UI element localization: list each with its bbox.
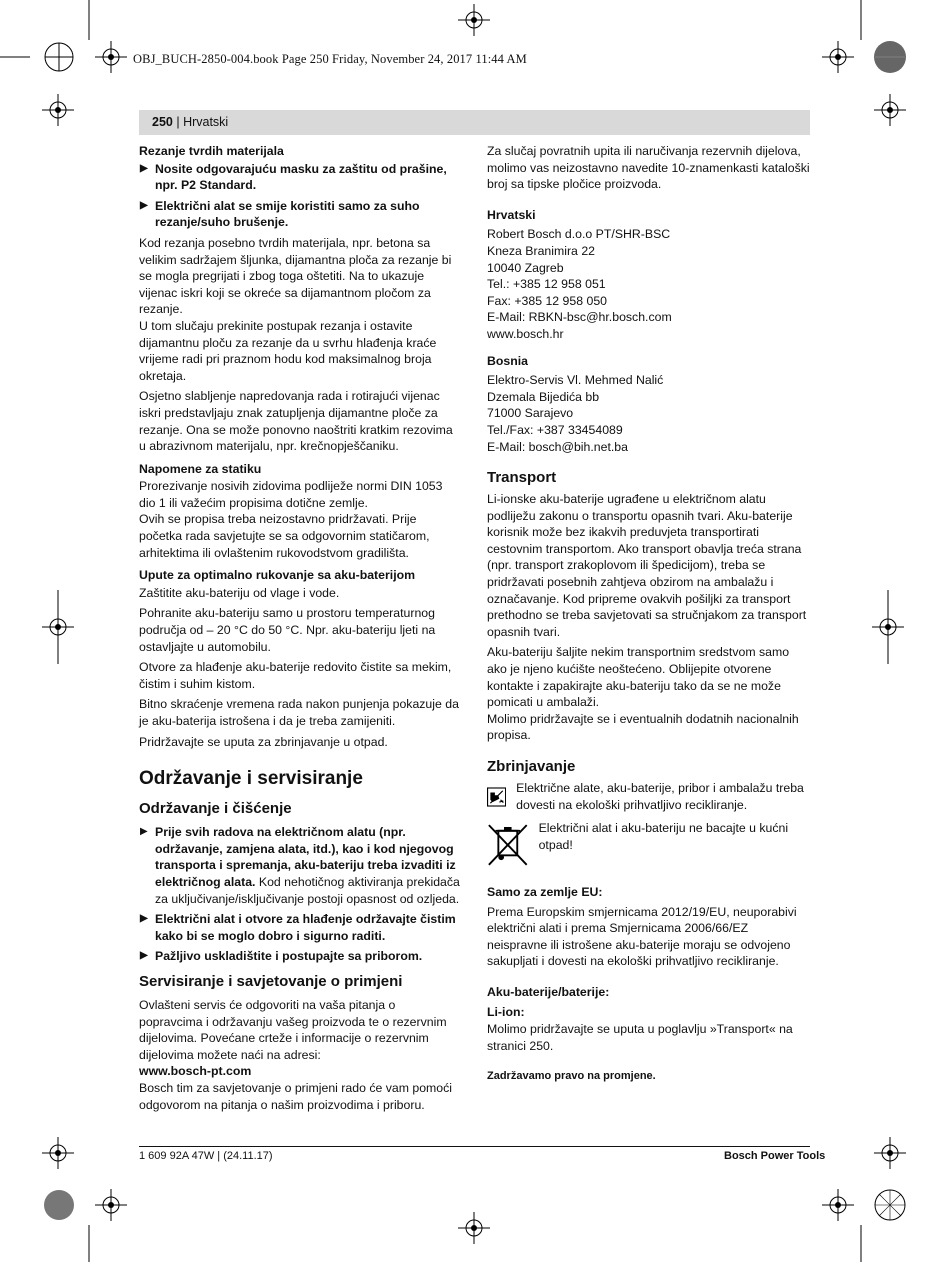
paragraph: Zaštitite aku-bateriju od vlage i vode.: [139, 585, 340, 600]
paragraph: Ovlašteni servis će odgovoriti na vaša pitanja o popravcima i održavanju vašeg proizvoda te o rezervnim dijelovima. Povećane crteže i informacije o rezervnim dijelovima možete naći na adresi:: [139, 997, 447, 1062]
paragraph: Pohranite aku-bateriju samo u prostoru temperaturnog područja od – 20 °C do 50 °C. Npr. aku-bateriju ljeti na ostavljajte u automobilu.: [139, 606, 436, 654]
section-title-transport: Transport: [487, 469, 557, 487]
reserve-note: Zadržavamo pravo na promjene.: [487, 1070, 656, 1083]
bullet-keep-clean: ▶ Električni alat i otvore za hlađenje održavajte čistim kako bi se moglo dobro i sigurno raditi.: [140, 912, 456, 943]
address-line: Tel.: +385 12 958 051: [487, 277, 606, 292]
address-line[interactable]: E-Mail: RBKN-bsc@hr.bosch.com: [487, 310, 672, 325]
recycle-tools-icon: [487, 780, 506, 814]
bullet-arrow-icon: ▶: [140, 826, 148, 838]
right-column: [487, 143, 810, 1085]
address-line: 71000 Sarajevo: [487, 406, 574, 421]
paragraph: Molimo pridržavajte se i eventualnih dodatnih nacionalnih propisa.: [487, 711, 799, 743]
header-language: Hrvatski: [183, 115, 229, 129]
address-line: Elektro-Servis Vl. Mehmed Nalić: [487, 373, 664, 388]
header-separator: |: [172, 115, 184, 129]
section-title-cutting: Rezanje tvrdih materijala: [139, 144, 284, 158]
paragraph: Li-ionske aku-baterije ugrađene u električnom alatu podliježu zakonu o transportu opasnih tvari. Aku-baterije korisnik može bez ikakvih preduvjeta transportirati cestovnim transportom. Ako transport obavlja treća strana (npr. transport zrakoplovom ili špedicijom), treba se pridržavati posebnih zahtjeva obzirom na ambalažu i označavanje. Kod pripreme ovakvih pošiljki za transport prethodno se treba savjetovati sa stručnjakom za transport opasnih tvari.: [487, 492, 807, 639]
address-line[interactable]: www.bosch.hr: [487, 326, 564, 341]
bullet-remove-battery: ▶ Prije svih radova na električnom alatu (npr. održavanje, zamjena alata, itd.), kao i kod njegovog transporta i spremanja, aku-bateriju treba izvaditi iz električnog alata. Kod nehotičnog aktiviranja prekidača za uključivanje/isključivanje postoji opasnost od ozljeda.: [140, 825, 460, 906]
footer-rule: [139, 1146, 810, 1147]
paragraph: Otvore za hlađenje aku-baterije redovito čistite sa mekim, čistim i suhim kistom.: [139, 660, 452, 691]
page-header: [152, 115, 228, 129]
service-url-link[interactable]: www.bosch-pt.com: [139, 1064, 252, 1079]
subsection-title-maintenance: Održavanje i čišćenje: [139, 800, 292, 818]
paragraph: Prema Europskim smjernicama 2012/19/EU, neuporabivi električni alati i prema Smjernicama 2006/66/EZ neispravne ili istrošene aku-baterije moraju se odvojeno sakupljati i dovesti na ekološki prihvatljivo recikliranje.: [487, 904, 797, 969]
subsection-title-service: Servisiranje i savjetovanje o primjeni: [139, 972, 403, 990]
paragraph: Ovih se propisa treba neizostavno pridržavati. Prije početka rada savjetujte se sa odgovornim statičarom, arhitektima ili ovlaštenim rukovodstvom gradilišta.: [139, 512, 430, 560]
battery-title: Aku-baterije/baterije:: [487, 984, 610, 999]
footer-brand: Bosch Power Tools: [724, 1150, 826, 1162]
address-line: Tel./Fax: +387 33454089: [487, 422, 623, 437]
bullet-store-accessories: ▶ Pažljivo uskladištite i postupajte sa priborom.: [140, 949, 423, 964]
chapter-title: Održavanje i servisiranje: [139, 768, 363, 790]
disposal-bin-row: [487, 820, 810, 868]
disposal-recycle-row: [487, 780, 810, 814]
page-number: 250: [152, 115, 173, 129]
bullet-arrow-icon: ▶: [140, 162, 148, 174]
address-bosnia: [487, 372, 810, 455]
address-line: Fax: +385 12 958 050: [487, 293, 607, 308]
li-ion-title: Li-ion:: [487, 1004, 525, 1019]
paragraph: Kod rezanja posebno tvrdih materijala, npr. betona sa velikim sadržajem šljunka, dijamantna ploča za rezanje bi se mogla pregrijati i zbog toga oštetiti. Na to ukazuje vijenac iskri koji se okreće sa dijamantnom pločom za rezanje.: [139, 235, 452, 317]
eu-title: Samo za zemlje EU:: [487, 885, 603, 899]
disposal-text-2: Električni alat i aku-bateriju ne bacajte u kućni otpad!: [538, 821, 789, 852]
address-title-bosnia: Bosnia: [487, 353, 528, 368]
bullet-dry-cutting: ▶ Električni alat se smije koristiti samo za suho rezanje/suho brušenje.: [140, 198, 420, 230]
paragraph: Bosch tim za savjetovanje o primjeni rado će vam pomoći odgovorom na pitanja o našim proizvodima i priboru.: [139, 1080, 453, 1112]
paragraph: Za slučaj povratnih upita ili naručivanja rezervnih dijelova, molimo vas neizostavno navedite 10-znamenkasti kataloški broj sa tipske pločice proizvoda.: [487, 144, 810, 192]
address-croatia: [487, 226, 810, 342]
paragraph: U tom slučaju prekinite postupak rezanja i ostavite dijamantnu ploču za rezanje da u svrhu hlađenja kraće vrijeme radi pri praznom hodu kod maksimalnog broja okretaja.: [139, 318, 437, 383]
bullet-arrow-icon: ▶: [140, 913, 148, 925]
paragraph: Bitno skraćenje vremena rada nakon punjenja pokazuje da je aku-baterija istrošena i da je treba zamijeniti.: [139, 697, 459, 728]
address-title-croatia: Hrvatski: [487, 207, 536, 222]
bullet-arrow-icon: ▶: [140, 950, 148, 962]
page-header-band: [139, 110, 810, 135]
address-line[interactable]: E-Mail: bosch@bih.net.ba: [487, 439, 628, 454]
paragraph: Aku-bateriju šaljite nekim transportnim sredstvom samo ako je njeno kućište neoštećeno. Oblijepite otvorene kontakte i zapakirajte aku-bateriju tako da se ne može pomicati u ambalaži.: [487, 645, 790, 710]
address-line: Dzemala Bijedića bb: [487, 389, 600, 404]
crossed-bin-icon: [487, 820, 529, 868]
bullet-arrow-icon: ▶: [140, 199, 148, 211]
paragraph: Prorezivanje nosivih zidovima podliježe normi DIN 1053 dio 1 ili važećim propisima dotične zemlje.: [139, 479, 443, 510]
address-line: 10040 Zagreb: [487, 260, 564, 275]
section-title-battery: Upute za optimalno rukovanje sa aku-baterijom: [139, 568, 416, 583]
paragraph: Osjetno slabljenje napredovanja rada i rotirajući vijenac iskri predstavljaju znak zatupljenja dijamantne ploče za rezanje. Ona se može ponovno naoštriti kratkim rezovima u abrazivnom materijalu, npr. krečnopješčaniku.: [139, 389, 453, 454]
paragraph: Pridržavajte se uputa za zbrinjavanje u otpad.: [139, 734, 388, 749]
section-title-disposal: Zbrinjavanje: [487, 758, 576, 775]
section-title-statics: Napomene za statiku: [139, 461, 262, 476]
address-line: Robert Bosch d.o.o PT/SHR-BSC: [487, 227, 671, 242]
address-line: Kneza Branimira 22: [487, 243, 595, 258]
disposal-text-1: Električne alate, aku-baterije, pribor i ambalažu treba dovesti na ekološki prihvatljivo recikliranje.: [516, 781, 804, 812]
left-column: [139, 143, 462, 1117]
bullet-dust-mask: ▶ Nosite odgovarajuću masku za zaštitu od prašine, npr. P2 Standard.: [140, 161, 447, 193]
print-header: OBJ_BUCH-2850-004.book Page 250 Friday, November 24, 2017 11:44 AM: [133, 52, 527, 66]
paragraph: Molimo pridržavajte se uputa u poglavlju »Transport« na stranici 250.: [487, 1022, 793, 1053]
footer-left: 1 609 92A 47W | (24.11.17): [139, 1150, 273, 1162]
